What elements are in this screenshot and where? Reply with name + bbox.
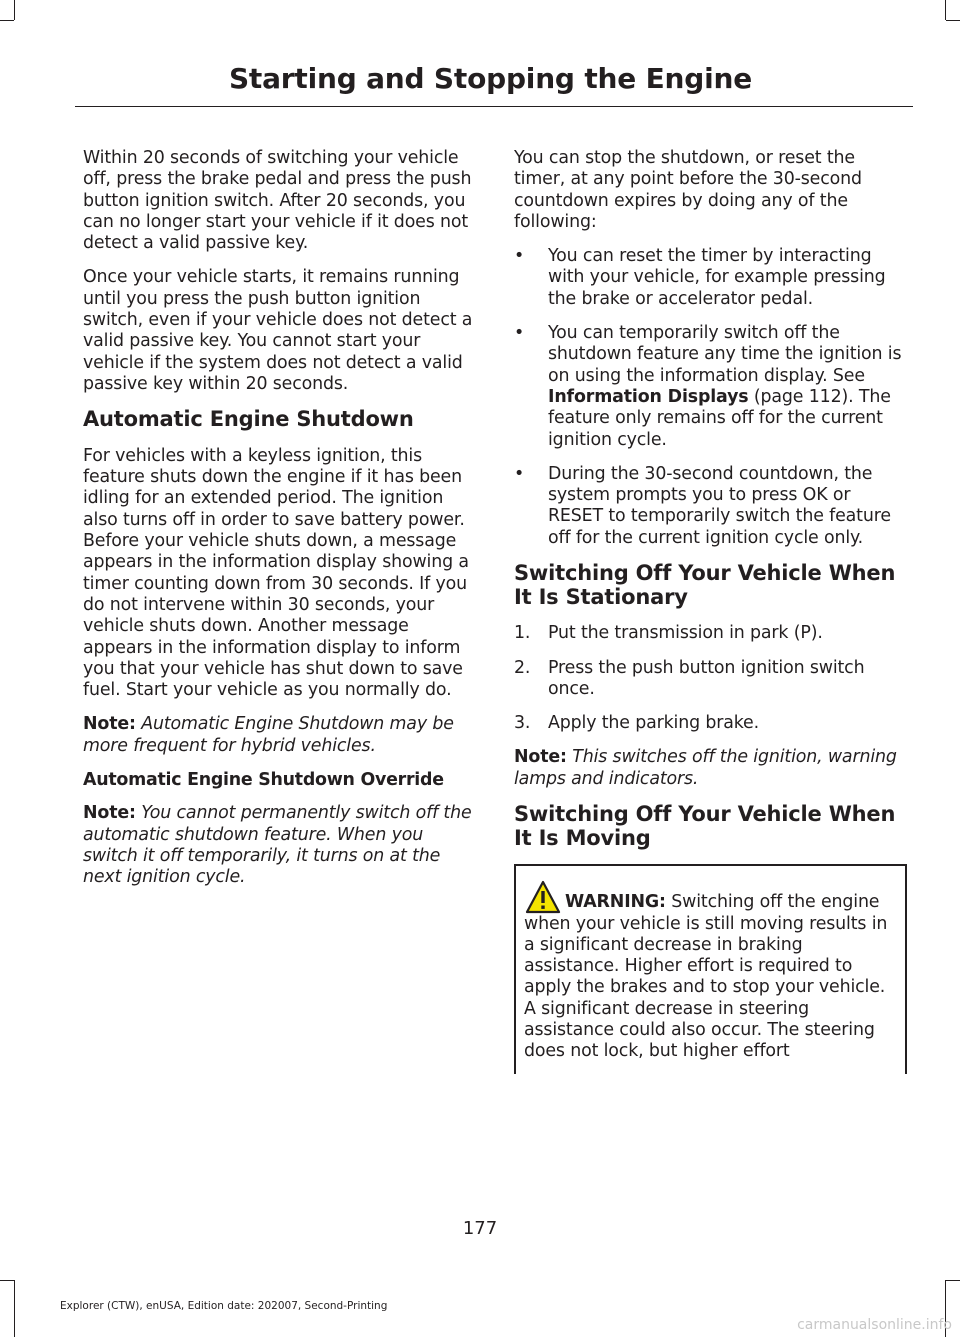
watermark: carmanualsonline.info	[797, 1317, 952, 1333]
paragraph: Within 20 seconds of switching your vehicle off, press the brake pedal and press the push button ignition switch. After 20 seconds, you can no longer start your vehicle if it does not detect a valid passive key.	[83, 148, 472, 254]
header-divider	[75, 106, 913, 107]
paragraph: You can stop the shutdown, or reset the timer, at any point before the 30-second countdown expires by doing any of the following:	[514, 148, 862, 232]
page-number: 177	[462, 1218, 498, 1239]
step-text: Press the push button ignition switch once.	[548, 657, 865, 699]
right-column	[514, 148, 907, 1074]
section-heading-moving: Switching Off Your Vehicle When It Is Moving	[514, 802, 896, 850]
paragraph: For vehicles with a keyless ignition, this feature shuts down the engine if it has been idling for an extended period. The ignition also turns off in order to save battery power. Before your vehicle shuts down, a message appears in the information display showing a timer counting down from 30 seconds. If you do not intervene within 30 seconds, your vehicle shuts down. Another message appears in the information display to inform you that your vehicle has shut down to save fuel. Start your vehicle as you normally do.	[83, 445, 469, 701]
note	[83, 714, 476, 757]
note-text: You cannot permanently switch off the automatic shutdown feature. When you switch it off temporarily, it turns on at the next ignition cycle.	[83, 803, 472, 888]
note-text: This switches off the ignition, warning lamps and indicators.	[514, 747, 897, 789]
step-item	[514, 623, 907, 644]
note-text: Automatic Engine Shutdown may be more frequent for hybrid vehicles.	[83, 714, 454, 756]
step-number: 1.	[514, 623, 531, 644]
crop-mark	[14, 0, 15, 20]
list-item-text: You can reset the timer by interacting with your vehicle, for example pressing the brake or accelerator pedal.	[548, 246, 886, 309]
page-title: Starting and Stopping the Engine	[228, 62, 752, 95]
warning-box	[514, 864, 907, 1074]
list-item	[514, 464, 907, 549]
warning-text: Switching off the engine when your vehicle is still moving results in a significant decrease in braking assistance. Higher effort is required to apply the brakes and to stop your vehicle. A significant decrease in steering assistance could also occur. The steering does not lock, but higher effort	[524, 892, 888, 1062]
list-item-text: During the 30-second countdown, the system prompts you to press OK or RESET to temporarily switch the feature off for the current ignition cycle only.	[548, 463, 891, 548]
information-displays-link[interactable]: Information Displays	[548, 386, 749, 407]
page-reference: (page 112).	[753, 386, 854, 407]
note	[83, 803, 476, 888]
note-label: Note:	[83, 803, 136, 824]
edition-footer: Explorer (CTW), enUSA, Edition date: 202007, Second-Printing	[60, 1300, 388, 1312]
step-text: Put the transmission in park (P).	[548, 623, 823, 644]
step-text: Apply the parking brake.	[548, 713, 759, 734]
note	[514, 747, 907, 790]
crop-mark	[14, 1280, 15, 1337]
list-item	[514, 323, 907, 451]
step-item	[514, 713, 907, 734]
step-number: 2.	[514, 657, 531, 678]
bullet: •	[514, 246, 525, 267]
step-number: 3.	[514, 713, 531, 734]
list-item	[514, 246, 907, 310]
note-label: Note:	[83, 714, 136, 735]
bullet: •	[514, 323, 525, 344]
section-heading-automatic-engine-shutdown: Automatic Engine Shutdown	[83, 407, 414, 432]
warning-paragraph	[524, 892, 897, 1062]
warning-triangle-icon	[525, 880, 561, 914]
warning-label: WARNING:	[565, 892, 666, 913]
list-item-text: You can temporarily switch off the shutdown feature any time the ignition is on using the information display. See	[548, 323, 902, 386]
section-heading-stationary: Switching Off Your Vehicle When It Is Stationary	[514, 561, 896, 609]
note-label: Note:	[514, 747, 567, 768]
subheading-shutdown-override: Automatic Engine Shutdown Override	[83, 770, 444, 791]
step-item	[514, 658, 907, 701]
crop-mark	[946, 1280, 960, 1281]
crop-mark	[0, 1280, 14, 1281]
crop-mark	[945, 0, 946, 20]
crop-mark	[946, 20, 960, 21]
crop-mark	[0, 20, 14, 21]
left-column	[83, 148, 476, 902]
list-item-text: The feature only remains off for the current ignition cycle.	[548, 386, 891, 450]
paragraph: Once your vehicle starts, it remains running until you press the push button ignition switch, even if your vehicle does not detect a valid passive key. You cannot start your vehicle if the system does not detect a valid passive key within 20 seconds.	[83, 267, 473, 394]
bullet: •	[514, 463, 525, 484]
